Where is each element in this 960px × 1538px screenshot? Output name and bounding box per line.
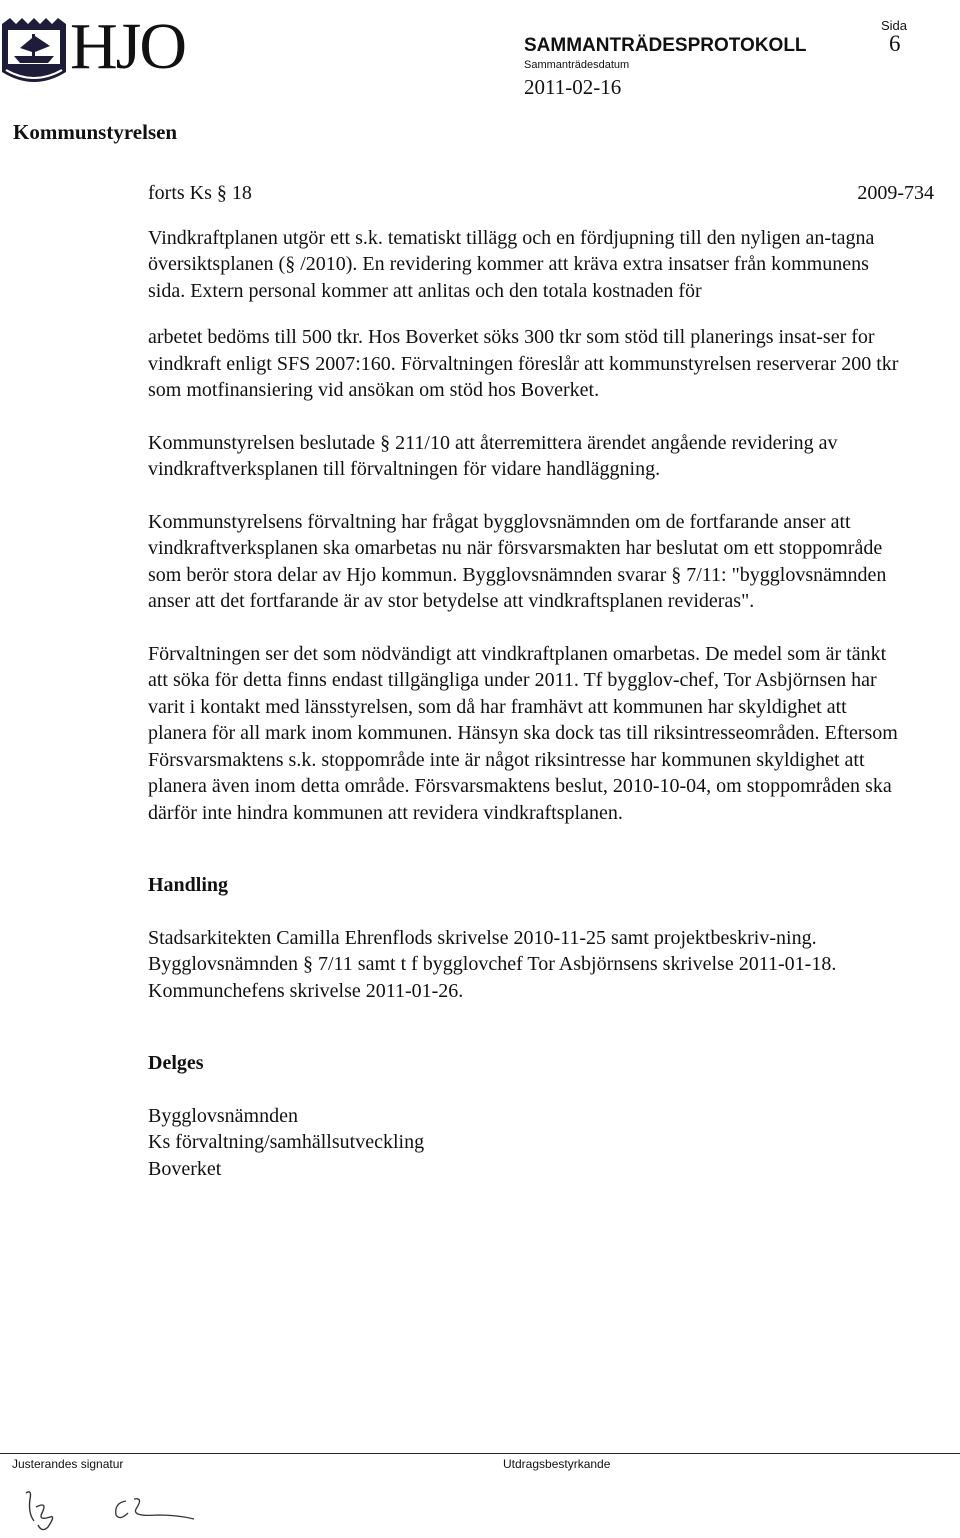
- delges-item: Bygglovsnämnden: [148, 1104, 298, 1127]
- municipality-name: HJO: [70, 10, 186, 83]
- extract-label: Utdragsbestyrkande: [503, 1457, 611, 1471]
- paragraph: Vindkraftplanen utgör ett s.k. tematiskt tillägg och en fördjupning till den nyligen an-tagna översiktsplanen (§ /2010). En revidering kommer att kräva extra insatser från kommunens sida. Extern personal kommer att anlitas och den totala kostnaden för: [148, 226, 875, 302]
- handling-heading: Handling: [148, 874, 229, 896]
- footer-divider: [0, 1453, 960, 1454]
- handwritten-initials: [8, 1487, 198, 1535]
- page-label: Sida: [881, 18, 908, 33]
- case-number: 2009-734: [857, 182, 934, 204]
- paragraph: Kommunstyrelsens förvaltning har frågat bygglovsnämnden om de fortfarande anser att vindkraftverksplanen ska omarbetas nu när försvarsmakten har beslutat om ett stoppområde som berör stora delar av Hjo kommun. Bygglovsnämnden svarar § 7/11: "bygglovsnämnden anser att det fortfarande är av stor betydelse att vindkraftsplanen revideras".: [148, 510, 887, 612]
- paragraph: Förvaltningen ser det som nödvändigt att vindkraftplanen omarbetas. De medel som är tänkt att söka för detta finns endast tillgängliga under 2011. Tf bygglov-chef, Tor Asbjörnsen har varit i kontakt med länsstyrelsen, som då har framhävt att kommunen har skyldighet att planera för all mark inom kommunen. Hänsyn ska dock tas till riksintresseområden. Eftersom Försvarsmaktens s.k. stoppområde inte är något riksintresse har kommunen skyldighet att planera även inom detta område. Försvarsmaktens beslut, 2010-10-04, om stoppområden ska därför inte hindra kommunen att revidera vindkraftsplanen.: [148, 642, 898, 824]
- organization-name: Kommunstyrelsen: [13, 120, 178, 144]
- case-reference-line: [148, 180, 934, 207]
- handling-item: Stadsarkitekten Camilla Ehrenflods skrivelse 2010-11-25 samt projektbeskriv-ning.: [148, 926, 817, 949]
- delges-heading: Delges: [148, 1052, 204, 1074]
- meeting-date: 2011-02-16: [524, 75, 622, 99]
- delges-item: Boverket: [148, 1157, 222, 1180]
- page-number: 6: [889, 31, 901, 56]
- protocol-title: SAMMANTRÄDESPROTOKOLL: [524, 35, 807, 56]
- handling-item: Bygglovsnämnden § 7/11 samt t f bygglovchef Tor Asbjörnsens skrivelse 2011-01-18.: [148, 953, 837, 975]
- handling-item: Kommunchefens skrivelse 2011-01-26.: [148, 979, 464, 1002]
- date-label: Sammanträdesdatum: [524, 59, 630, 71]
- paragraph: arbetet bedöms till 500 tkr. Hos Boverket söks 300 tkr som stöd till planerings insat-ser for vindkraft enligt SFS 2007:160. Förvaltningen föreslår att kommunstyrelsen reserverar 200 tkr som motfinansiering vid ansökan om stöd hos Boverket.: [148, 326, 899, 401]
- signature-label: Justerandes signatur: [12, 1457, 124, 1471]
- delges-item: Ks förvaltning/samhällsutveckling: [148, 1131, 425, 1153]
- paragraph: Kommunstyrelsen beslutade § 211/10 att återremittera ärendet angående revidering av vindkraftverksplanen till förvaltningen för vidare handläggning.: [148, 431, 838, 480]
- document-body: [148, 180, 934, 1182]
- case-reference: forts Ks § 18: [148, 182, 252, 204]
- municipal-crest-logo: [0, 16, 68, 88]
